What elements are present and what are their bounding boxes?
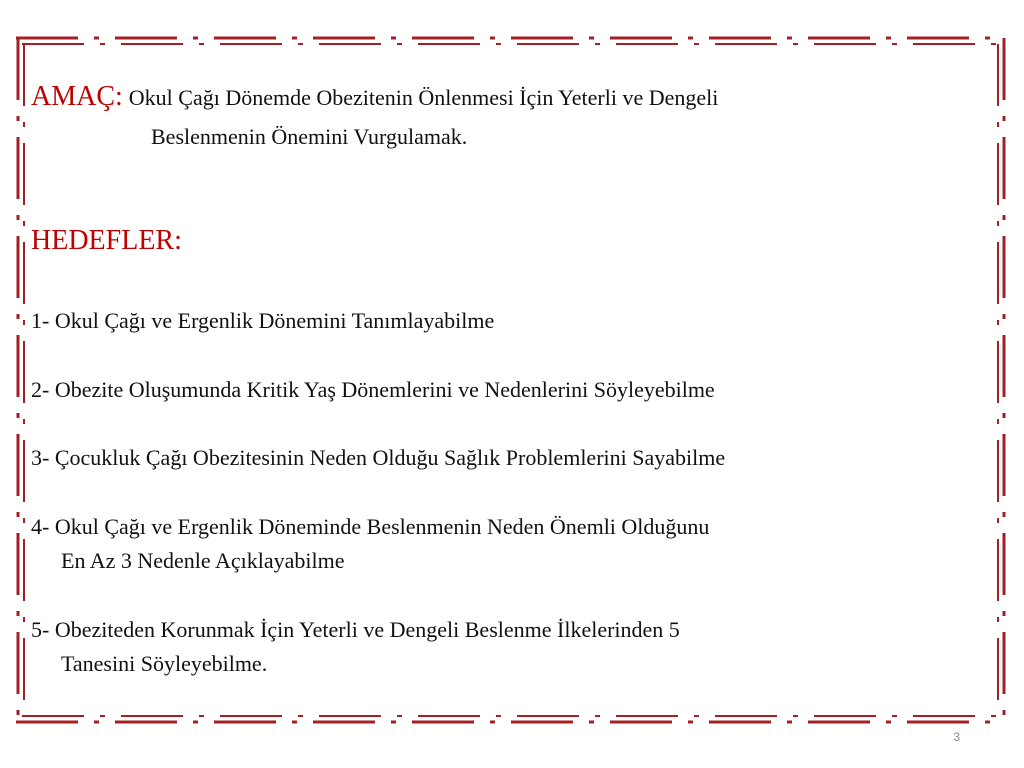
- page-number: 3: [953, 730, 960, 744]
- objective-5-line-2: Tanesini Söyleyebilme.: [61, 651, 268, 676]
- objective-3: 3- Çocukluk Çağı Obezitesinin Neden Olduğu Sağlık Problemlerini Sayabilme: [31, 445, 726, 470]
- aim-text-line-2: Beslenmenin Önemini Vurgulamak.: [151, 124, 468, 149]
- objective-5-line-1: 5- Obeziteden Korunmak İçin Yeterli ve Dengeli Beslenme İlkelerinden 5: [31, 617, 680, 642]
- aim-label: AMAÇ:: [31, 81, 123, 112]
- objective-1: 1- Okul Çağı ve Ergenlik Dönemini Tanımlayabilme: [31, 308, 495, 333]
- objective-2: 2- Obezite Oluşumunda Kritik Yaş Dönemlerini ve Nedenlerini Söyleyebilme: [31, 377, 715, 402]
- objective-4-line-1: 4- Okul Çağı ve Ergenlik Döneminde Beslenmenin Neden Önemli Olduğunu: [31, 514, 710, 539]
- objective-4-line-2: En Az 3 Nedenle Açıklayabilme: [61, 548, 345, 573]
- aim-text-line-1: Okul Çağı Dönemde Obezitenin Önlenmesi İçin Yeterli ve Dengeli: [128, 85, 719, 110]
- aim-line-1: [31, 81, 719, 112]
- objectives-heading: HEDEFLER:: [31, 225, 182, 256]
